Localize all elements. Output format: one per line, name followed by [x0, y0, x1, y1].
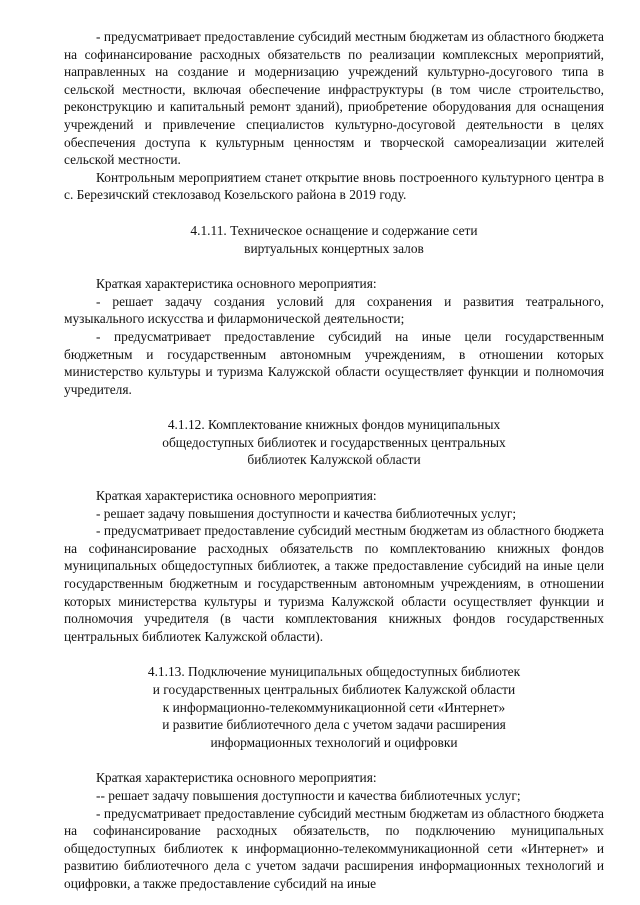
paragraph-brief-characteristic: Краткая характеристика основного мероприятия:	[96, 770, 377, 786]
heading-4-1-12	[64, 416, 604, 469]
heading-line: 4.1.11. Техническое оснащение и содержание сети	[190, 222, 478, 238]
heading-line: библиотек Калужской области	[247, 452, 421, 468]
heading-line: общедоступных библиотек и государственных центральных	[162, 434, 506, 450]
paragraph-provides: - предусматривает предоставление субсидий на иные цели государственным бюджетным и государственным автономным учреждениям, в отношении которых министерство культуры и туризма Калужской области осуществляет функции и полномочия учредителя.	[64, 328, 604, 397]
paragraph-provides: - предусматривает предоставление субсидий местным бюджетам из областного бюджета на софинансирование расходных обязательств, по подключению муниципальных общедоступных библиотек к информационно-телекоммуникационной сети «Интернет» и развитию библиотечного дела с учетом задачи расширения информационных технологий и оцифровки, а также предоставление субсидий на иные	[64, 805, 604, 891]
paragraph-provides: - предусматривает предоставление субсидий местным бюджетам из областного бюджета на софинансирование расходных обязательств по комплектованию книжных фондов муниципальных общедоступных библиотек, а также предоставление субсидий на иные цели государственным бюджетным и государственным автономным учреждениям, в отношении которых министерства культуры и туризма Калужской области осуществляет функции и полномочия учредителя (в части комплектования книжных фондов государственных центральных библиотек Калужской области).	[64, 523, 604, 644]
heading-line: и развитие библиотечного дела с учетом задачи расширения	[162, 717, 506, 733]
paragraph-brief-characteristic: Краткая характеристика основного мероприятия:	[96, 276, 377, 292]
heading-line: и государственных центральных библиотек Калужской области	[152, 682, 516, 697]
heading-line: 4.1.13. Подключение муниципальных общедоступных библиотек	[147, 664, 521, 680]
heading-line: 4.1.12. Комплектование книжных фондов муниципальных	[167, 417, 501, 433]
heading-line: информационных технологий и оцифровки	[210, 734, 458, 750]
paragraph-task: - решает задачу создания условий для сохранения и развития театрального, музыкального искусства и филармонической деятельности;	[64, 293, 604, 327]
paragraph-subsidy-rural-culture: - предусматривает предоставление субсидий местным бюджетам из областного бюджета на софинансирование расходных обязательств по реализации комплексных мероприятий, направленных на создание и модернизацию учреждений культурно-досугового типа в сельской местности, включая обеспечение инфраструктуры (в том числе строительство, реконструкцию и капитальный ремонт зданий), приобретение оборудования для оснащения учреждений и привлечение специалистов культурно-досуговой деятельности в целях обеспечения доступа к культурным ценностям и творческой самореализации жителей сельской местности.	[64, 29, 604, 168]
paragraph-brief-characteristic: Краткая характеристика основного мероприятия:	[96, 488, 377, 504]
heading-line: к информационно-телекоммуникационной сети «Интернет»	[162, 699, 506, 715]
heading-4-1-13	[64, 663, 604, 751]
heading-4-1-11	[64, 222, 604, 257]
paragraph-task: - решает задачу повышения доступности и качества библиотечных услуг;	[96, 505, 517, 521]
heading-line: виртуальных концертных залов	[244, 240, 424, 256]
paragraph-task: -- решает задачу повышения доступности и качества библиотечных услуг;	[96, 787, 521, 803]
paragraph-control-event: Контрольным мероприятием станет открытие вновь построенного культурного центра в с. Березичский стеклозавод Козельского района в 2019 году.	[64, 169, 604, 203]
